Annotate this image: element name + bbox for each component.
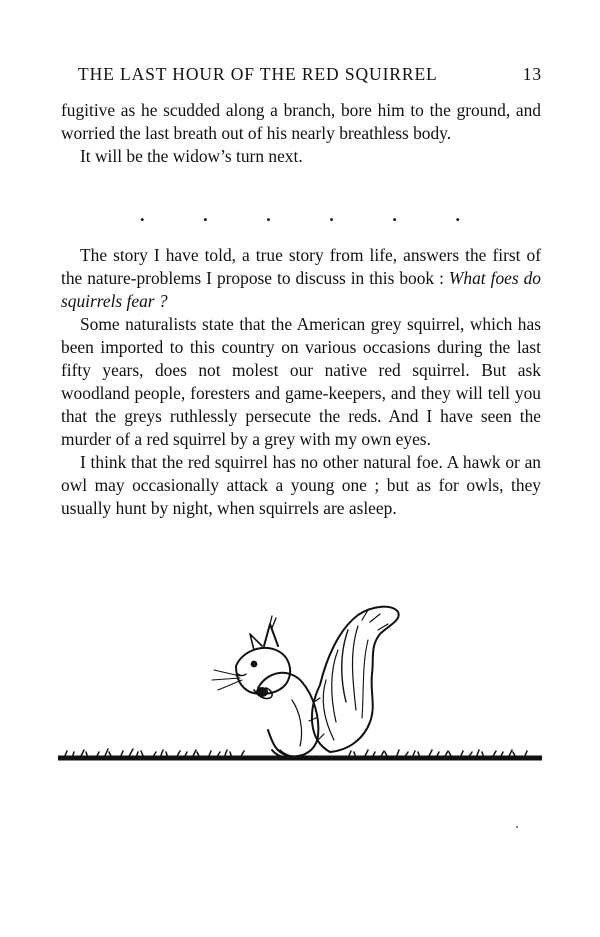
separator-dot: . (140, 205, 145, 225)
story-lead: The story I have told, a true story from life, answers the first of the nature-problems I propose to discuss in this book : (61, 245, 541, 288)
separator-dot: . (329, 205, 334, 225)
section-separator (140, 205, 460, 226)
separator-dot: . (266, 205, 271, 225)
page-number: 13 (522, 64, 542, 84)
separator-dot: . (392, 205, 397, 225)
running-title: THE LAST HOUR OF THE RED SQUIRREL (78, 64, 438, 84)
squirrel-illustration-icon (58, 600, 542, 780)
paragraph-widow: It will be the widow’s turn next. (80, 146, 303, 166)
paragraph-continuation (61, 99, 541, 145)
separator-dot: . (203, 205, 208, 225)
text-line-3: breathless body. (339, 123, 452, 143)
text-line-2: ground, and worried the last breath out of his nearly (61, 100, 541, 143)
separator-dot: . (455, 205, 460, 225)
text-line-1: fugitive as he scudded along a branch, bore him to the (61, 100, 451, 120)
section-body (61, 244, 541, 520)
paragraph-naturalists: Some naturalists state that the American grey squirrel, which has been imported to this country on various occasions during the last fifty years, does not molest our native red squirrel. But ask woodland people, foresters and game-keepers, and they will tell you that the greys ruthlessly persecute the reds. And I have seen the murder of a red squirrel by a grey with my own eyes. (61, 314, 541, 449)
continued-paragraphs (61, 99, 541, 168)
paragraph-natural-foe: I think that the red squirrel has no other natural foe. A hawk or an owl may occasionally attack a young one ; but as for owls, they usually hunt by night, when squirrels are asleep. (61, 452, 541, 518)
page-speck (516, 826, 518, 828)
paragraph-story (61, 244, 541, 313)
question-italic: What foes do squirrels fear ? (61, 268, 541, 311)
running-header (78, 64, 542, 85)
